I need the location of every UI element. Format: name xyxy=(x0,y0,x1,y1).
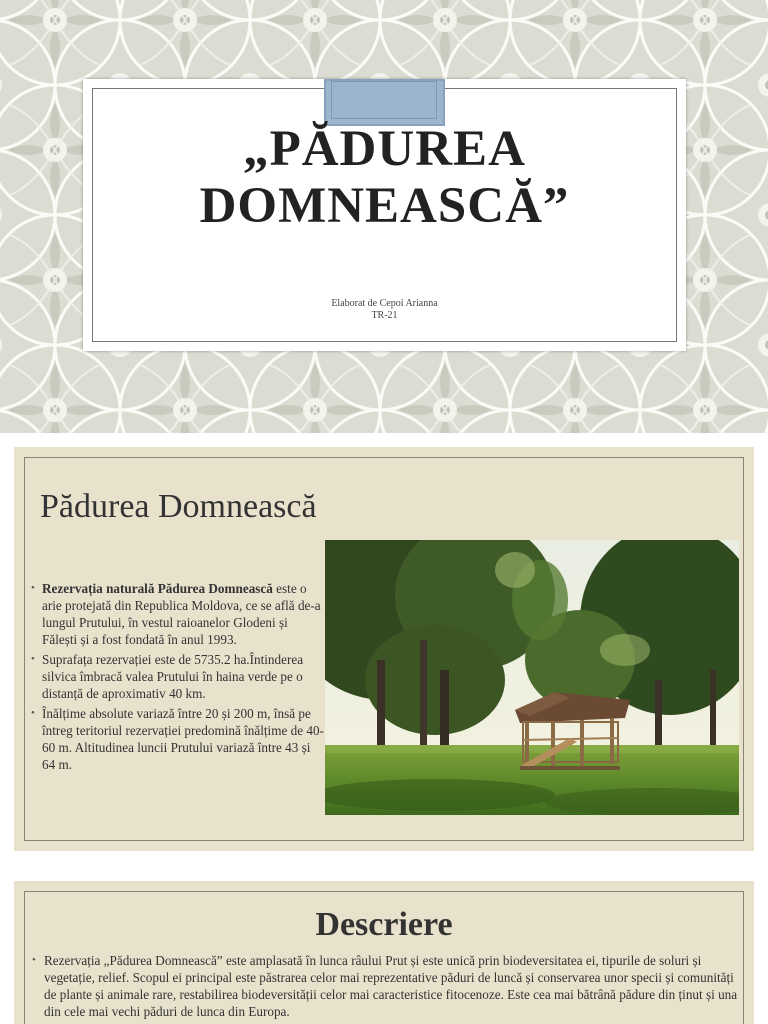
presentation-title xyxy=(83,121,686,235)
author-block xyxy=(83,298,686,322)
title-text: „PĂDUREA DOMNEASCĂ” xyxy=(199,121,570,234)
content-slide-description xyxy=(14,881,754,1024)
slide-gap xyxy=(0,433,768,447)
bullet-text: Suprafața rezervației este de 5735.2 ha.Întinderea silvica îmbracă valea Prutului în haina verde pe o distanță de aproximativ 40 km. xyxy=(42,652,304,701)
bullet-text: este o arie protejată din Republica Moldova, ce se află de-a lungul Prutului, în vestul raioanelor Glodeni și Fălești și a fost fondată în anul 1993. xyxy=(42,581,321,647)
bullet-bold-text: Rezervația naturală Pădurea Domnească xyxy=(42,581,273,596)
bullet-item xyxy=(30,580,324,648)
slide-title: Pădurea Domnească xyxy=(40,488,317,525)
bullet-text: Înălțime absolute variază între 20 și 200 m, însă pe întreg teritoriul rezervației predomină înălțime de 40-60 m. Altitudinea luncii Prutului variază între 43 și 64 m. xyxy=(42,706,324,772)
author-group: TR-21 xyxy=(371,310,398,321)
description-list xyxy=(30,952,742,1020)
forest-pavilion-photo xyxy=(325,540,739,815)
title-slide xyxy=(0,0,768,433)
bullet-item xyxy=(30,651,324,702)
slide-title: Descriere xyxy=(315,906,453,943)
bullet-item xyxy=(30,705,324,773)
decorative-blue-tab-inner xyxy=(331,81,437,119)
author-name: Elaborat de Cepoi Arianna xyxy=(331,298,438,309)
forest-photo-illustration xyxy=(325,540,739,815)
slide-gap xyxy=(0,851,768,881)
description-paragraph: • Rezervația „Pădurea Domnească” este amplasată în lunca râului Prut și este unică prin biodeversitatea ei, tipurile de soluri și vegetație, relief. Scopul ei principal este păstrarea celor mai reprezentative păduri de luncă și conservarea unor specii și comunități de plante și animale rare, restabilirea biodeversității celor mai caracteristice fitocenoze. Este cea mai bătrână pădure din ținut și una din cele mai vechi păduri de lunca din Europa. xyxy=(30,952,742,1020)
bullet-list xyxy=(30,580,324,776)
content-slide-overview xyxy=(14,447,754,851)
